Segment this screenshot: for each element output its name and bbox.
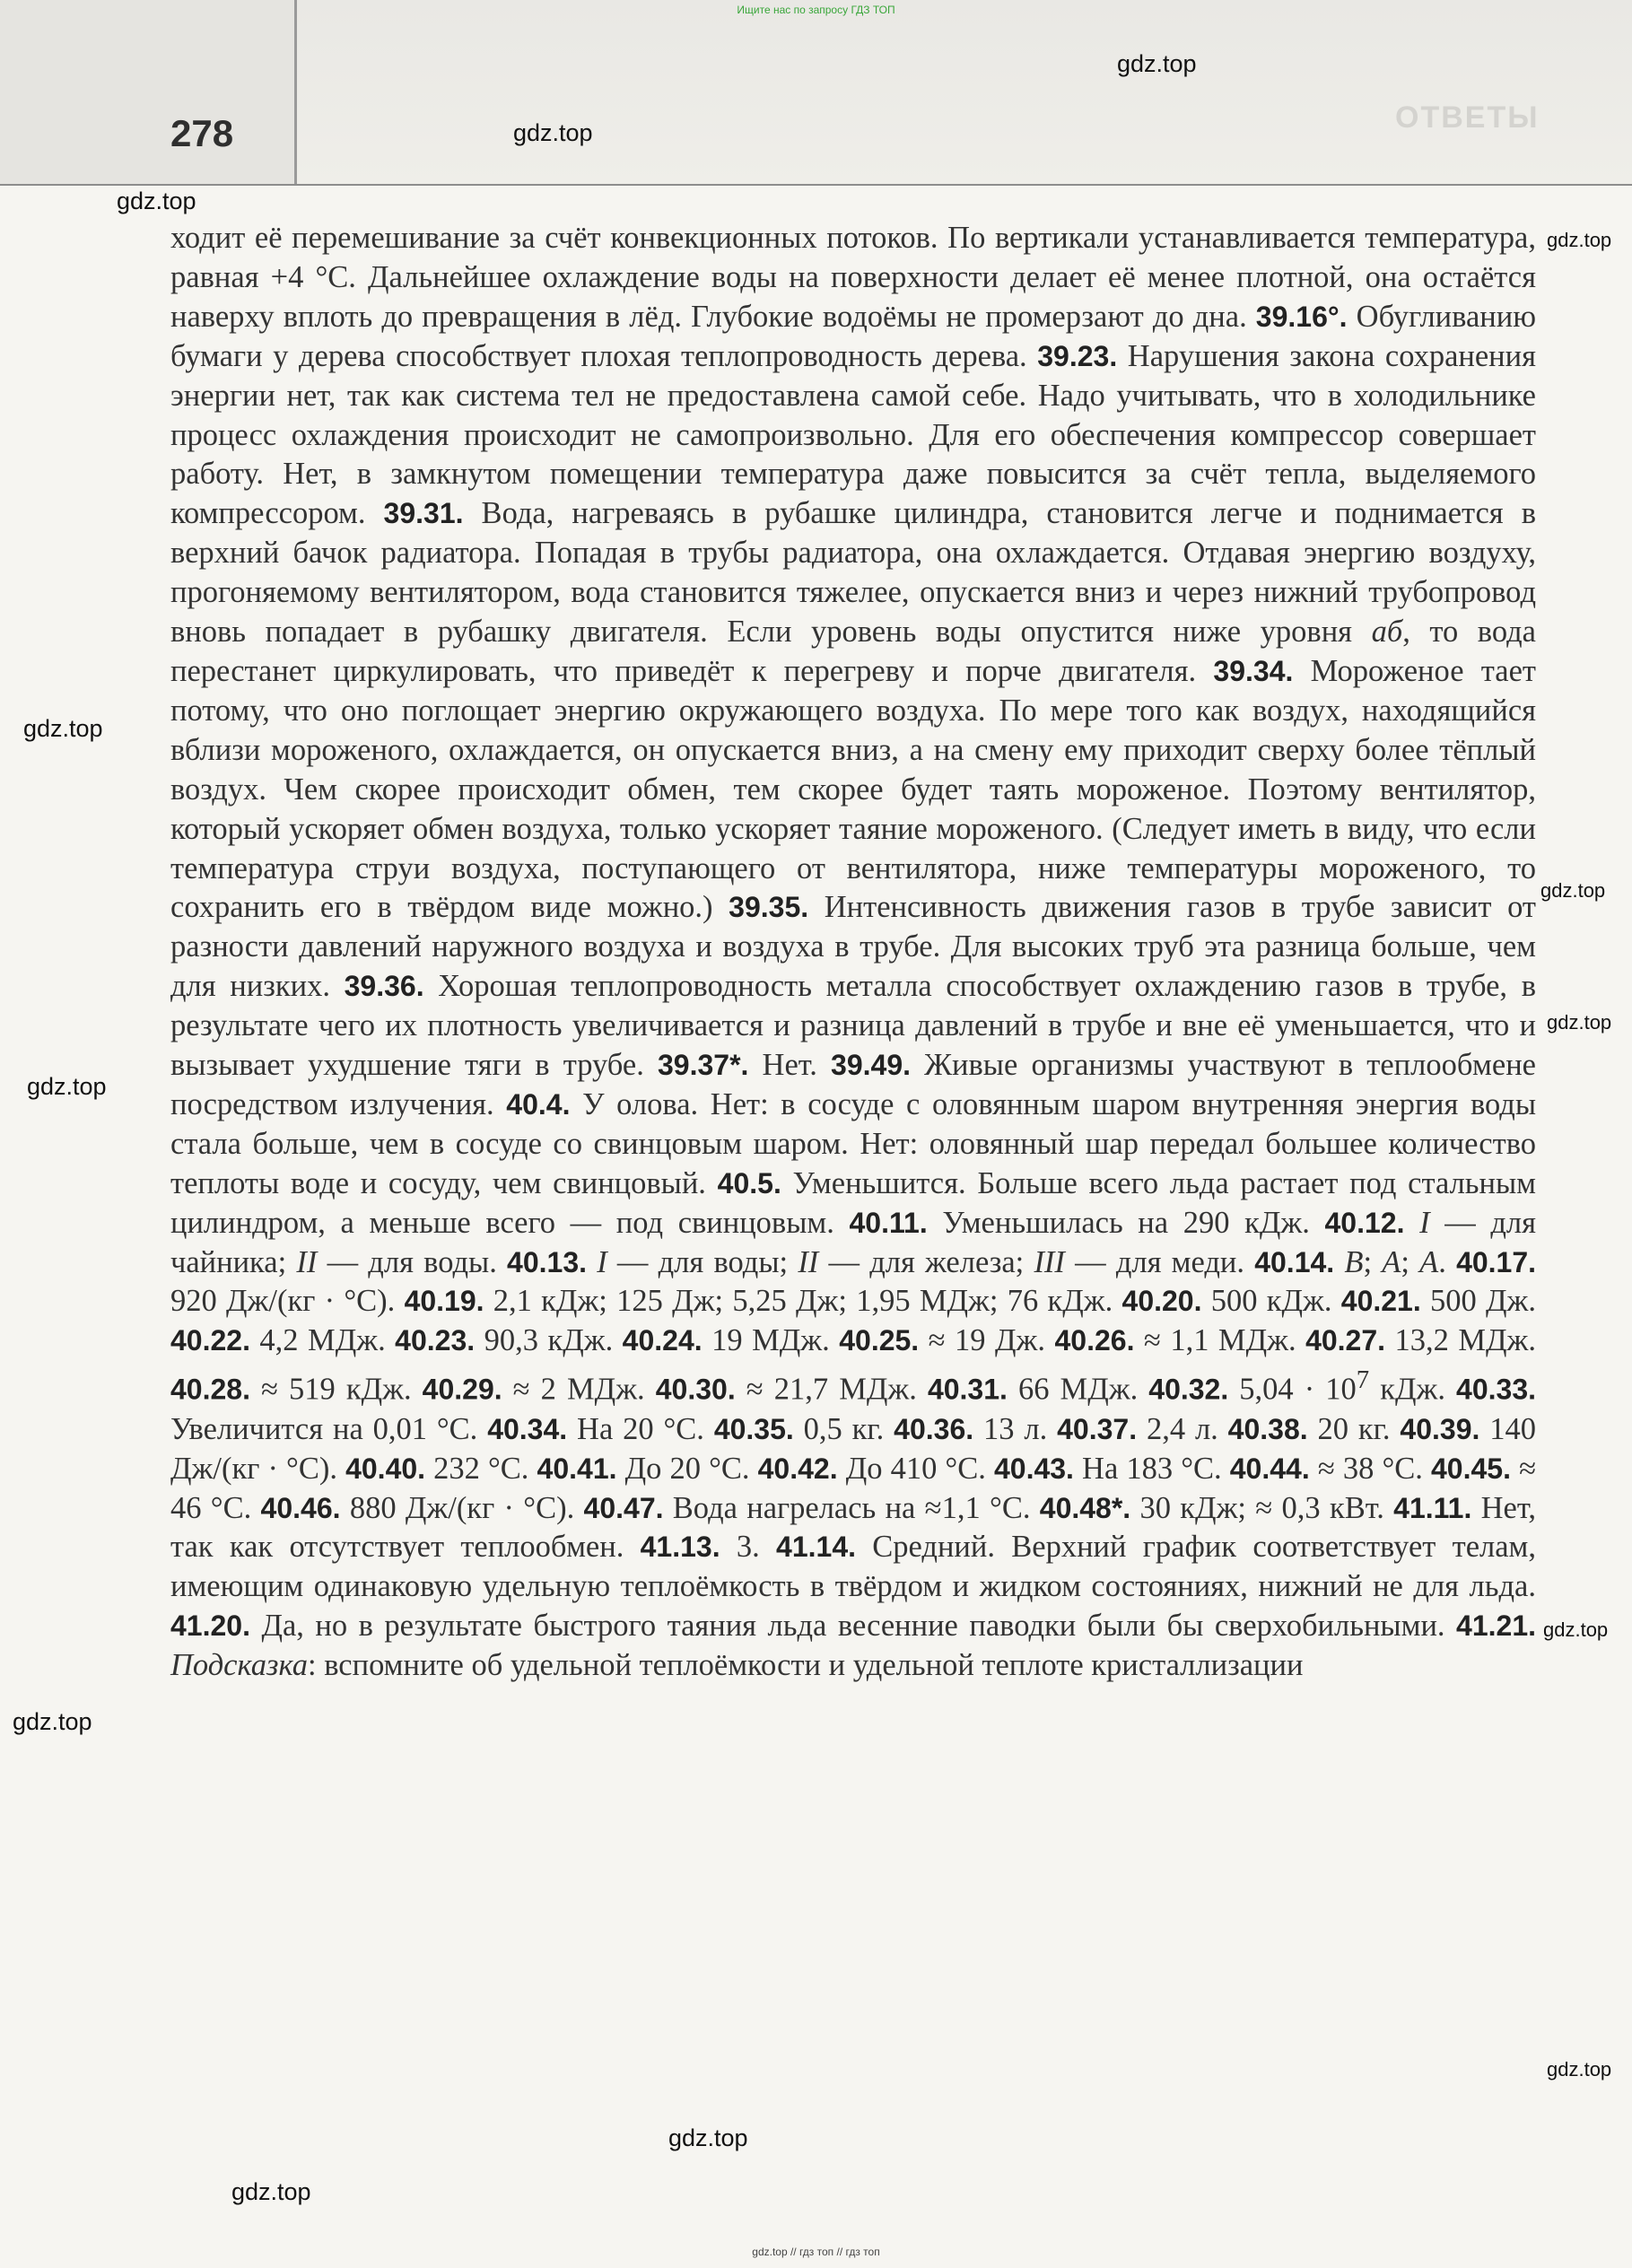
answer-number: 39.36. [344, 970, 424, 1003]
answer-text: 20 кг. [1307, 1411, 1401, 1446]
answer-text: 500 кДж. [1201, 1284, 1341, 1319]
answer-number: 40.34. [487, 1412, 568, 1445]
watermark: gdz.top [1547, 229, 1612, 251]
answer-number: 40.42. [757, 1452, 838, 1485]
answer-text: 920 Дж/(кг · °C). [170, 1284, 405, 1319]
answer-text: 66 МДж. [1007, 1372, 1149, 1407]
answer-text: : вспомните об удельной теплоёмкости и удельной теплоте кристаллизации [308, 1648, 1304, 1683]
answer-number: 41.20. [170, 1609, 250, 1643]
answer-number: 40.32. [1148, 1373, 1229, 1406]
answer-number: 39.31. [383, 497, 464, 530]
answer-text: Вода, нагреваясь в рубашке цилиндра, становится легче и поднимается в верхний бачок радиатора. Попадая в трубы радиатора, она охлаждается. Отдавая энергию воздуху, прогоняемому вентилятором, вода становится тяжелее, опускается вниз и через нижний трубопровод вновь попадает в рубашку двигателя. Если уровень воды опустится ниже уровня [170, 496, 1537, 650]
answer-text: Обугливанию бумаги у дерева способствует плохая теплопроводность дерева. [170, 299, 1536, 373]
answer-text: 19 МДж. [702, 1323, 840, 1358]
answer-number: 40.29. [422, 1373, 502, 1406]
answer-text: У олова. Нет: в сосуде с оловянным шаром внутренняя энергия воды стала больше, чем в сосуде со свинцовым шаром. Нет: оловянный шар передал большее количество теплоты воде и сосуду, чем свинцовый. [170, 1086, 1536, 1200]
answer-text: Нет, так как отсутствует теплообмен. [170, 1490, 1536, 1565]
watermark: gdz.top [23, 715, 103, 742]
answer-number: 40.41. [537, 1452, 617, 1485]
answer-text: Уменьшилась на 290 кДж. [927, 1205, 1325, 1240]
answer-text: 90,3 кДж. [475, 1323, 623, 1358]
answer-number: 40.22. [170, 1324, 250, 1357]
italic-text: II [798, 1244, 819, 1279]
answer-number: 41.11. [1393, 1491, 1472, 1524]
answer-text [1334, 1245, 1344, 1279]
answer-number: 40.21. [1340, 1285, 1421, 1318]
answer-text: ≈ 38 °C. [1309, 1451, 1431, 1486]
answer-text: 3. [720, 1530, 777, 1565]
answer-number: 40.38. [1227, 1412, 1308, 1445]
answer-number: 39.49. [831, 1049, 911, 1082]
page-header [0, 0, 1632, 186]
watermark: gdz.top [27, 1073, 107, 1100]
page-number-box [0, 0, 297, 184]
answer-number: 40.44. [1229, 1452, 1310, 1485]
answer-number: 40.4. [506, 1087, 571, 1121]
italic-text: А [1382, 1244, 1401, 1279]
answer-text: ; [1363, 1244, 1383, 1279]
answer-number: 40.20. [1121, 1285, 1202, 1318]
answer-text: До 410 °C. [837, 1451, 994, 1486]
answer-text: На 183 °C. [1073, 1451, 1230, 1486]
answer-number: 39.34. [1213, 654, 1294, 687]
page-number: 278 [170, 112, 234, 154]
watermark: gdz.top [1547, 1011, 1612, 1034]
answer-number: 40.45. [1431, 1452, 1511, 1485]
answer-number: 40.26. [1054, 1324, 1135, 1357]
footer-note: gdz.top // гдз топ // гдз топ [752, 2246, 880, 2258]
italic-text: В [1344, 1244, 1364, 1279]
answer-text: — для железа; [818, 1244, 1034, 1279]
answer-text: 4,2 МДж. [249, 1323, 396, 1358]
answer-text: 880 Дж/(кг · °C). [340, 1490, 584, 1525]
answer-number: 40.35. [713, 1412, 794, 1445]
answer-text: — для воды. [317, 1244, 508, 1279]
answer-text [1404, 1206, 1419, 1240]
answer-text: Интенсивность движения газов в трубе зависит от разности давлений наружного воздуха и воздуха в трубе. Для высоких труб эта разница больше, чем для низких. [170, 890, 1536, 1004]
answer-text: ≈ 2 МДж. [502, 1372, 656, 1407]
answer-number: 40.14. [1254, 1245, 1335, 1278]
watermark: gdz.top [231, 2178, 311, 2205]
answer-text: ≈ 46 °C. [170, 1451, 1537, 1525]
answer-text: 13,2 МДж. [1385, 1323, 1537, 1358]
answer-number: 40.46. [260, 1491, 341, 1524]
answer-text: 232 °C. [425, 1451, 537, 1486]
answer-number: 40.12. [1324, 1206, 1405, 1239]
answer-text: ходит её перемешивание за счёт конвекционных потоков. По вертикали устанавливается температура, равная +4 °C. Дальнейшее охлаждение воды на поверхности делает её менее плотной, она остаётся наверху вплоть до превращения в лёд. Глубокие водоёмы не промерзают до дна. [170, 221, 1536, 334]
watermark: gdz.top [1543, 1618, 1609, 1641]
answer-number: 39.16°. [1255, 300, 1348, 333]
italic-text: А [1419, 1244, 1439, 1279]
answer-number: 40.30. [655, 1373, 736, 1406]
answer-number: 41.13. [640, 1531, 720, 1564]
running-header: ОТВЕТЫ [1395, 100, 1540, 135]
answer-number: 40.5. [717, 1166, 781, 1199]
answer-number: 40.31. [927, 1373, 1008, 1406]
answer-text: Нарушения закона сохранения энергии нет, так как система тел не предоставлена самой себе. Надо учитывать, что в холодильнике процесс охлаждения происходит не самопроизвольно. Для его обеспечения компрессор совершает работу. Нет, в замкнутом помещении температура даже повысится за счёт тепла, выделяемого компрессором. [170, 338, 1536, 531]
answer-text: Мороженое тает потому, что оно поглощает энергию окружающего воздуха. По мере того как воздух, находящийся вблизи мороженого, охлаждается, он опускается вниз, а на смену ему приходит сверху более тёплый воздух. Чем скорее происходит обмен, тем скорее будет таять мороженое. Поэтому вентилятор, который ускоряет обмен воздуха, только ускоряет таяние мороженого. (Следует иметь в виду, что если температура струи воздуха, поступающего от вентилятора, ниже температуры мороженого, то сохранить его в твёрдом виде можно.) [170, 653, 1536, 925]
answer-number: 40.11. [849, 1206, 928, 1239]
answer-number: 40.25. [839, 1324, 920, 1357]
answer-number: 40.17. [1456, 1245, 1537, 1278]
answer-text: кДж. [1369, 1372, 1457, 1407]
watermark: gdz.top [13, 1708, 92, 1735]
italic-text: аб [1371, 615, 1403, 650]
top-banner: Ищите нас по запросу ГДЗ ТОП [737, 4, 895, 16]
italic-text: I [1419, 1205, 1430, 1240]
answer-text: 2,1 кДж; 125 Дж; 5,25 Дж; 1,95 МДж; 76 кДж. [484, 1284, 1122, 1319]
answer-text: 140 Дж/(кг · °C). [170, 1411, 1536, 1486]
answer-number: 40.37. [1057, 1412, 1138, 1445]
answer-number: 41.21. [1456, 1609, 1536, 1643]
answer-text: 2,4 л. [1137, 1411, 1228, 1446]
answer-text: На 20 °C. [567, 1411, 714, 1446]
watermark: gdz.top [1540, 879, 1606, 902]
watermark: gdz.top [668, 2124, 748, 2151]
answer-number: 39.37*. [657, 1049, 749, 1082]
answer-number: 40.24. [622, 1324, 703, 1357]
answer-text: Уменьшится. Больше всего льда растает под стальным цилиндром, а меньше всего — под свинцовым. [170, 1165, 1536, 1240]
answer-text: 30 кДж; ≈ 0,3 кВт. [1130, 1490, 1394, 1525]
answer-text: — для чайника; [170, 1205, 1537, 1279]
answer-number: 40.23. [395, 1324, 476, 1357]
answer-text: ; [1401, 1244, 1420, 1279]
watermark: gdz.top [1547, 2058, 1612, 2080]
answer-text: ≈ 1,1 МДж. [1134, 1323, 1306, 1358]
italic-text: Подсказка [170, 1648, 308, 1683]
answer-number: 41.14. [776, 1531, 856, 1564]
answer-text: ≈ 21,7 МДж. [735, 1372, 928, 1407]
superscript: 7 [1356, 1365, 1370, 1395]
italic-text: III [1034, 1244, 1065, 1279]
answer-number: 40.43. [993, 1452, 1074, 1485]
italic-text: II [296, 1244, 318, 1279]
answer-text: . [1438, 1244, 1457, 1279]
answer-text: ≈ 19 Дж. [919, 1323, 1055, 1358]
answer-number: 39.35. [729, 891, 809, 924]
answer-text: Средний. Верхний график соответствует телам, имеющим одинаковую удельную теплоёмкость в твёрдом и жидком состояниях, нижний не для льда. [170, 1530, 1536, 1604]
answer-text: ≈ 519 кДж. [249, 1372, 423, 1407]
answer-text [587, 1245, 597, 1279]
answer-text: — для воды; [607, 1244, 799, 1279]
answer-number: 40.28. [170, 1373, 250, 1406]
answer-number: 40.48*. [1039, 1491, 1131, 1524]
answer-number: 39.23. [1037, 339, 1118, 372]
answers-paragraph [170, 219, 1536, 1686]
watermark: gdz.top [1117, 50, 1197, 77]
answer-number: 40.47. [583, 1491, 664, 1524]
answer-number: 40.39. [1400, 1412, 1480, 1445]
answer-number: 40.33. [1456, 1373, 1537, 1406]
answer-text: Нет. [748, 1048, 832, 1083]
answer-text: До 20 °C. [616, 1451, 758, 1486]
answer-number: 40.40. [345, 1452, 426, 1485]
answer-number: 40.13. [507, 1245, 587, 1278]
answer-text: 500 Дж. [1420, 1284, 1536, 1319]
answer-text: Живые организмы участвуют в теплообмене посредством излучения. [170, 1048, 1536, 1121]
answer-text: — для меди. [1064, 1244, 1255, 1279]
answer-text: , то вода перестанет циркулировать, что приведёт к перегреву и порче двигателя. [170, 615, 1536, 688]
answer-number: 40.36. [894, 1412, 974, 1445]
italic-text: I [597, 1244, 607, 1279]
watermark: gdz.top [117, 188, 196, 214]
answer-text: 5,04 · 10 [1228, 1372, 1357, 1407]
answer-number: 40.19. [404, 1285, 484, 1318]
answer-text: Да, но в результате быстрого таяния льда весенние паводки были бы сверхобильными. [249, 1609, 1457, 1644]
answer-text: Хорошая теплопроводность металла способствует охлаждению газов в трубе, в результате чего их плотность увеличивается и разница давлений в трубе и вне её уменьшается, что и вызывает ухудшение тяги в трубе. [170, 969, 1537, 1083]
answer-number: 40.27. [1305, 1324, 1386, 1357]
answer-text: Увеличится на 0,01 °C. [170, 1411, 488, 1446]
answers-text [170, 219, 1536, 1686]
answer-text: Вода нагрелась на ≈1,1 °C. [663, 1490, 1040, 1525]
answer-text: 0,5 кг. [793, 1411, 895, 1446]
answer-text: 13 л. [973, 1411, 1058, 1446]
watermark: gdz.top [513, 119, 593, 146]
